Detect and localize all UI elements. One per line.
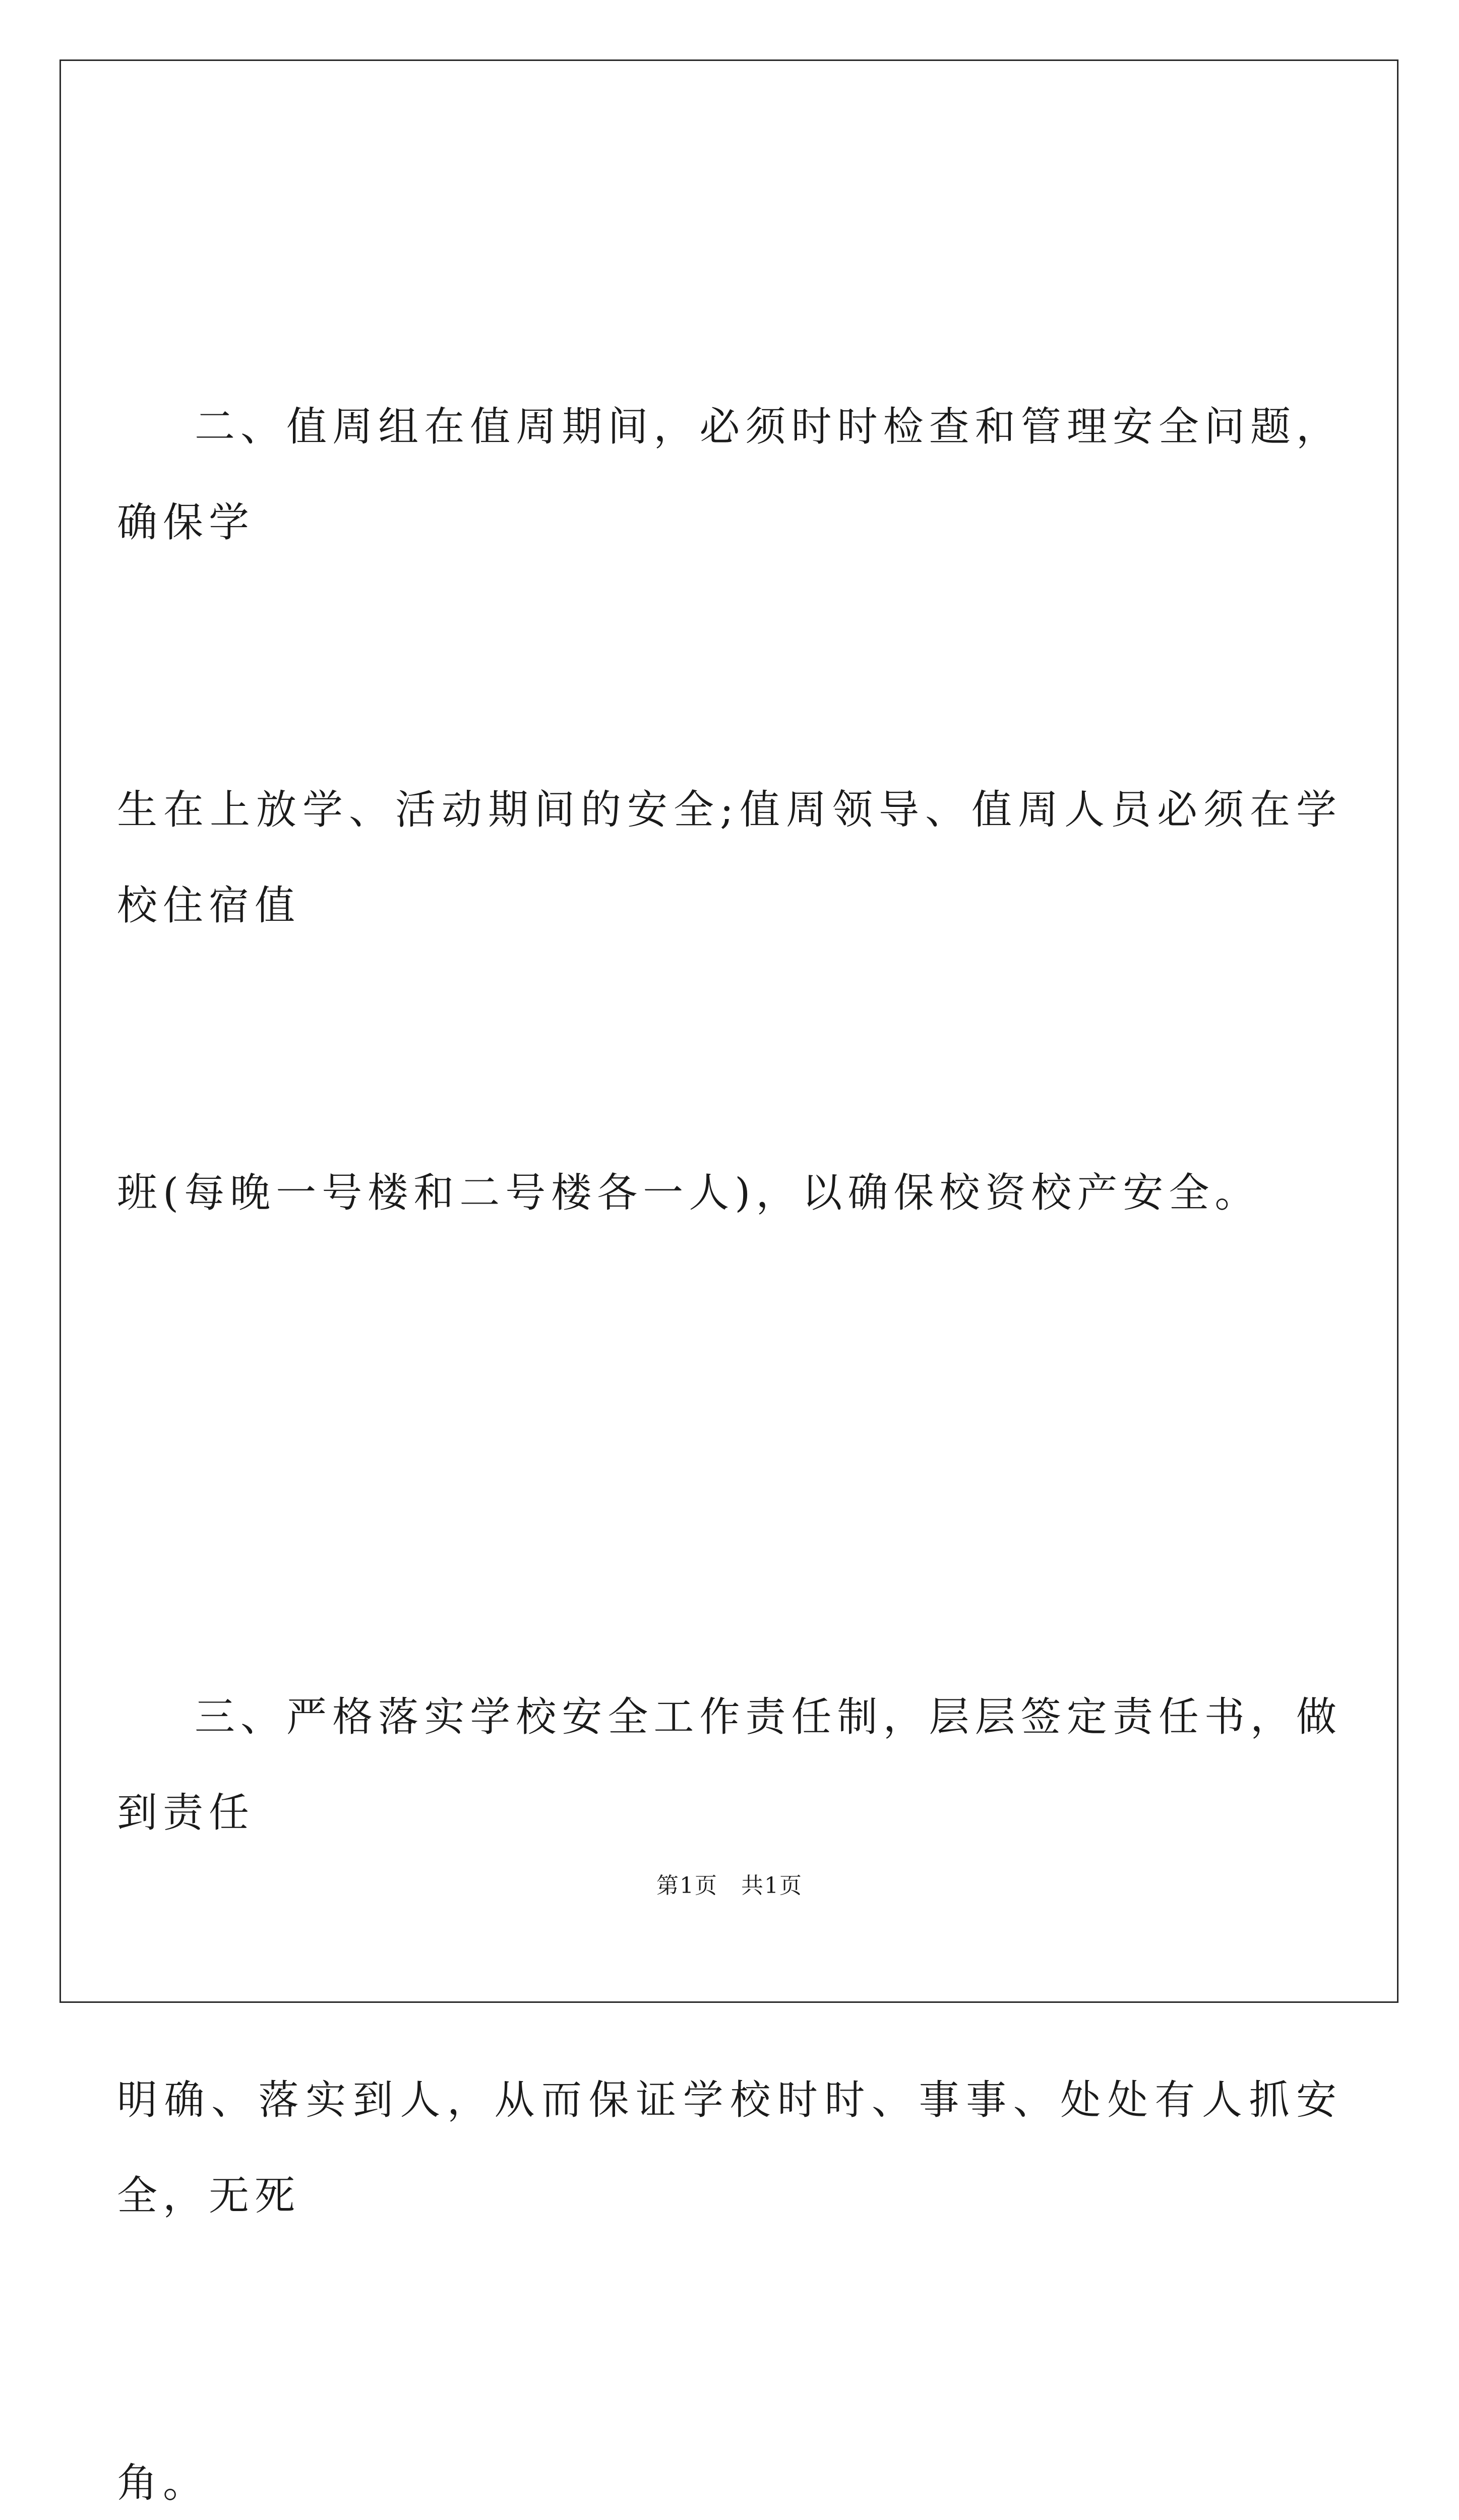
paragraph-2 xyxy=(117,187,1342,1432)
text-line: 角。 xyxy=(117,2460,209,2506)
text-line: 生在上放学、活动期间的安全;值周领导、值周人员必须在学校住宿值 xyxy=(117,786,1342,929)
text-line: 三、严格落实学校安全工作责任制，层层签定责任书，做到责任 xyxy=(117,1693,1342,1836)
text-line: 二、值周组在值周期间，必须时时检查和管理安全问题，确保学 xyxy=(117,403,1342,546)
document-body xyxy=(117,187,1342,2520)
paragraph-3 xyxy=(117,1478,1342,2520)
page-number-footer: 第1页 共1页 xyxy=(656,1873,803,1899)
text-line: 班(每晚一号楼和二号楼各一人)，以确保校资校产安全。 xyxy=(117,1169,1261,1216)
text-line: 明确、落实到人，从而保证学校时时、事事、处处有人抓安全，无死 xyxy=(117,2076,1342,2219)
